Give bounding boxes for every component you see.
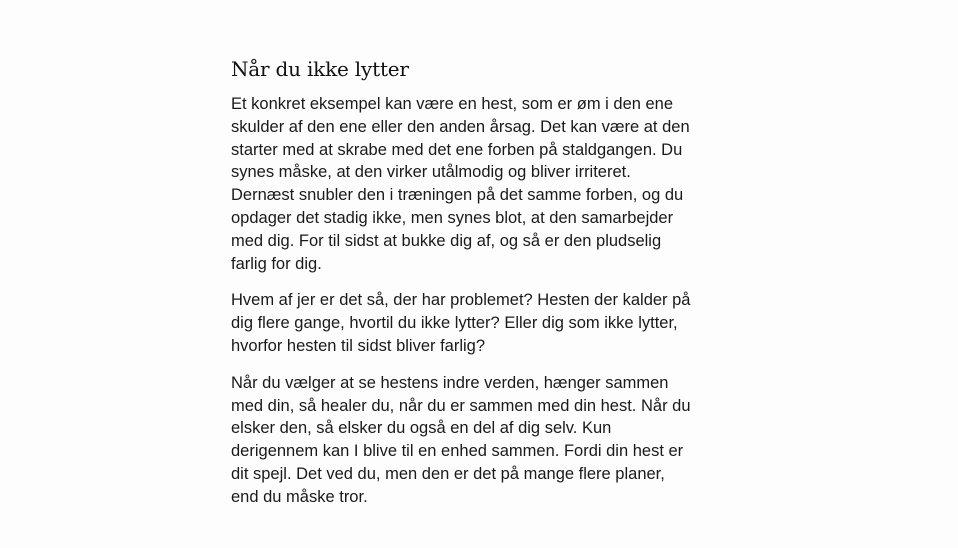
article-paragraph-2: Hvem af jer er det så, der har problemet? Hesten der kalder på dig flere gange, hvortil du ikke lytter? Eller dig som ikke lytter, hvorfor hesten til sidst bliver farlig? xyxy=(231,291,691,355)
article-title: Når du ikke lytter xyxy=(231,57,409,81)
article xyxy=(231,55,701,523)
article-paragraph-1: Et konkret eksempel kan være en hest, som er øm i den ene skulder af den ene eller den anden årsag. Det kan være at den starter med at skrabe med det ene forben på staldgangen. Du synes måske, at den virker utålmodig og bliver irriteret. Dernæst snubler den i træningen på det samme forben, og du opdager det stadig ikke, men synes blot, at den samarbejder med dig. For til sidst at bukke dig af, og så er den pludselig farlig for dig. xyxy=(231,95,690,273)
article-paragraph-3: Når du vælger at se hestens indre verden, hænger sammen med din, så healer du, når du er sammen med din hest. Når du elsker den, så elsker du også en del af dig selv. Kun derigennem kan I blive til en enhed sammen. Fordi din hest er dit spejl. Det ved du, men den er det på mange flere planer, end du måske tror. xyxy=(231,373,691,506)
